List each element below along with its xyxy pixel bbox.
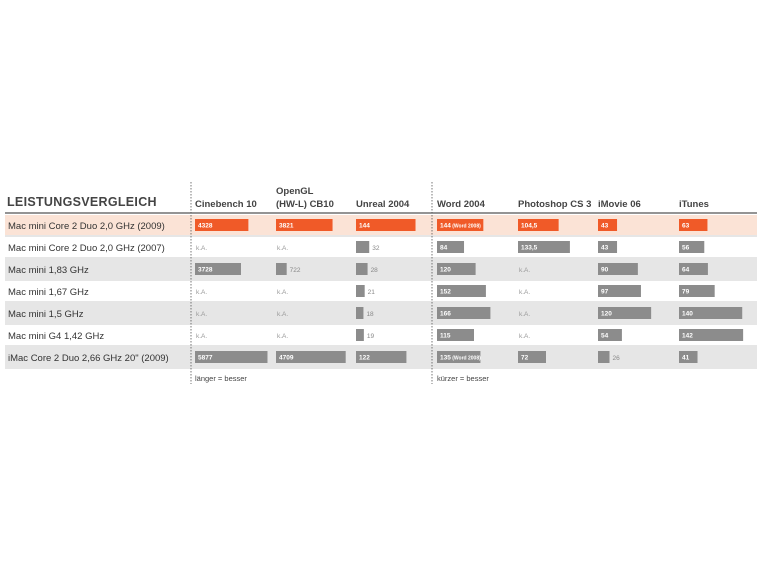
value-na: k.A. [196,245,208,252]
bar-value-label: 120 [601,310,612,318]
bar-value-label: 135 (Word 2008) [440,354,481,362]
bar [276,263,287,275]
bar-value-label: 4709 [279,354,294,362]
bar-value-note: (Word 2008) [450,223,481,230]
bar-value-label: 120 [440,266,451,274]
bar-value-label: 166 [440,310,451,318]
row-label: Mac mini 1,67 GHz [8,287,89,298]
bar-value-label: 79 [682,288,690,296]
bar-value-label: 90 [601,266,609,274]
bar-value-label: 115 [440,332,451,340]
bar [356,263,368,275]
bar-value-label: 152 [440,288,451,296]
row-label: Mac mini 1,83 GHz [8,265,89,276]
note-longer-better: länger = besser [195,374,247,383]
bar-value-label: 722 [289,267,301,274]
column-header-word: Word 2004 [437,199,485,210]
column-header-imovie: iMovie 06 [598,199,641,210]
bar-value-label: 64 [682,266,690,274]
value-na: k.A. [277,333,289,340]
bar-value-label: 26 [612,355,620,362]
bar-value-label: 18 [366,311,374,318]
bar-value-label: 144 (Word 2008) [440,222,481,230]
bar-value-label: 56 [682,244,690,252]
column-header-opengl: OpenGL [276,186,314,197]
value-na: k.A. [519,333,531,340]
bar-value-label: 97 [601,288,609,296]
row-label: Mac mini G4 1,42 GHz [8,331,105,342]
bar-value-label: 54 [601,332,609,340]
value-na: k.A. [196,289,208,296]
row-label: Mac mini Core 2 Duo 2,0 GHz (2007) [8,243,165,254]
value-na: k.A. [519,267,531,274]
bar-value-label: 104,5 [521,222,538,230]
column-header-unreal: Unreal 2004 [356,199,410,210]
bar-value-label: 142 [682,332,693,340]
bar-value-label: 43 [601,244,609,252]
bar-value-label: 122 [359,354,370,362]
bar-value-label: 72 [521,354,529,362]
bar [356,307,363,319]
bar-value-label: 19 [366,333,375,340]
row-label: Mac mini Core 2 Duo 2,0 GHz (2009) [8,221,165,232]
bar-value-note: (Word 2008) [450,355,481,362]
value-na: k.A. [519,289,531,296]
bar-value-label: 4328 [198,222,213,230]
column-header-cinebench: Cinebench 10 [195,199,257,210]
bar-value-label: 144 [359,222,370,230]
value-na: k.A. [277,289,289,296]
column-header-itunes: iTunes [679,199,709,210]
bar-value-label: 133,5 [521,244,538,252]
bar-value-label: 63 [682,222,690,230]
chart-title: LEISTUNGSVERGLEICH [7,195,157,209]
bar [356,285,365,297]
bar-value-label: 3728 [198,266,213,274]
column-header-opengl: (HW-L) CB10 [276,199,334,210]
row-band [5,259,757,279]
value-na: k.A. [277,245,289,252]
value-na: k.A. [196,311,208,318]
bar-value-label: 3821 [279,222,294,230]
bar-value-label: 43 [601,222,609,230]
column-header-photoshop: Photoshop CS 3 [518,199,592,210]
note-shorter-better: kürzer = besser [437,374,489,383]
bar [356,241,369,253]
bar-value-label: 21 [367,289,375,296]
bar-value-label: 5877 [198,354,213,362]
value-na: k.A. [519,311,531,318]
bar-value-label: 32 [372,245,380,252]
value-na: k.A. [196,333,208,340]
bar-value-label: 28 [370,267,378,274]
value-na: k.A. [277,311,289,318]
bar [598,351,610,363]
bar-value-label: 41 [682,354,690,362]
row-label: Mac mini 1,5 GHz [8,309,84,320]
row-label: iMac Core 2 Duo 2,66 GHz 20" (2009) [8,353,169,364]
bar [356,329,364,341]
bar-value-label: 84 [440,244,448,252]
bar-value-label: 140 [682,310,693,318]
